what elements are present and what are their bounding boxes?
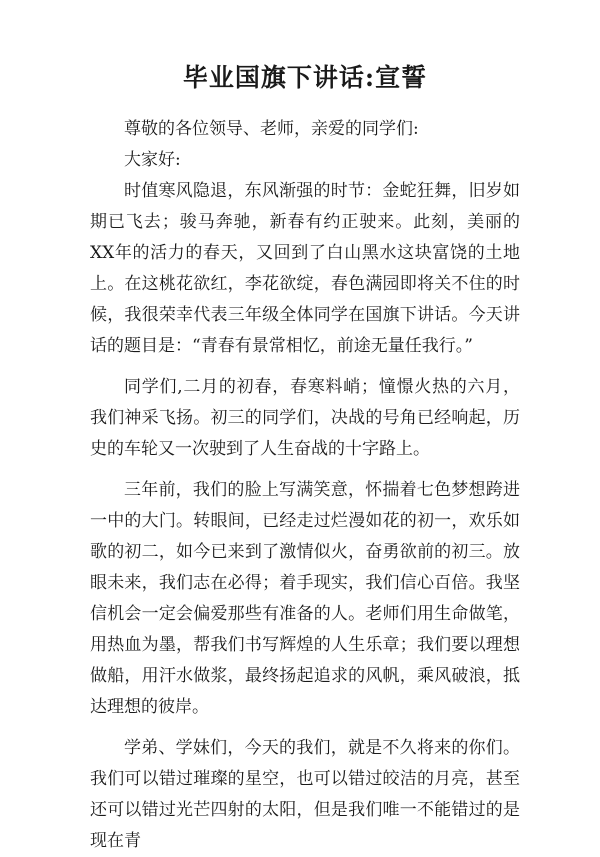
greeting-paragraph: 大家好: [124, 150, 181, 170]
salutation-paragraph: 尊敬的各位领导、老师，亲爱的同学们: [124, 119, 419, 139]
body-paragraph: 三年前，我们的脸上写满笑意，怀揣着七色梦想跨进一中的大门。转眼间，已经走过烂漫如花的初一，欢乐如歌的初二，如今已来到了激情似火，奋勇欲前的初三。放眼未来，我们志在必得；着手现实，我们信心百倍。我坚信机会一定会偏爱那些有准备的人。老师们用生命做笔，用热血为墨，帮我们书写辉煌的人生乐章；我们要以理想做船，用汗水做浆，最终扬起追求的风帆，乘风破浪，抵达理想的彼岸。 [90, 480, 520, 717]
body-paragraph: 时值寒风隐退，东风渐强的时节：金蛇狂舞，旧岁如期已飞去；骏马奔驰，新春有约正驶来。此刻，美丽的XX年的活力的春天，又回到了白山黑水这块富饶的土地上。在这桃花欲红，李花欲绽，春色满园即将关不住的时候，我很荣幸代表三年级全体同学在国旗下讲话。今天讲话的题目是：“青春有景常相忆，前途无量任我行。” [90, 181, 520, 356]
body-paragraph: 学弟、学妹们，今天的我们，就是不久将来的你们。我们可以错过璀璨的星空，也可以错过皎洁的月亮，甚至还可以错过光芒四射的太阳，但是我们唯一不能错过的是现在青 [90, 738, 520, 851]
body-paragraph: 同学们,二月的初春，春寒料峭；憧憬火热的六月，我们神采飞扬。初三的同学们，决战的号角已经响起，历史的车轮又一次驶到了人生奋战的十字路上。 [90, 377, 520, 459]
document-title: 毕业国旗下讲话:宣誓 [182, 63, 428, 92]
document-page [90, 62, 520, 857]
